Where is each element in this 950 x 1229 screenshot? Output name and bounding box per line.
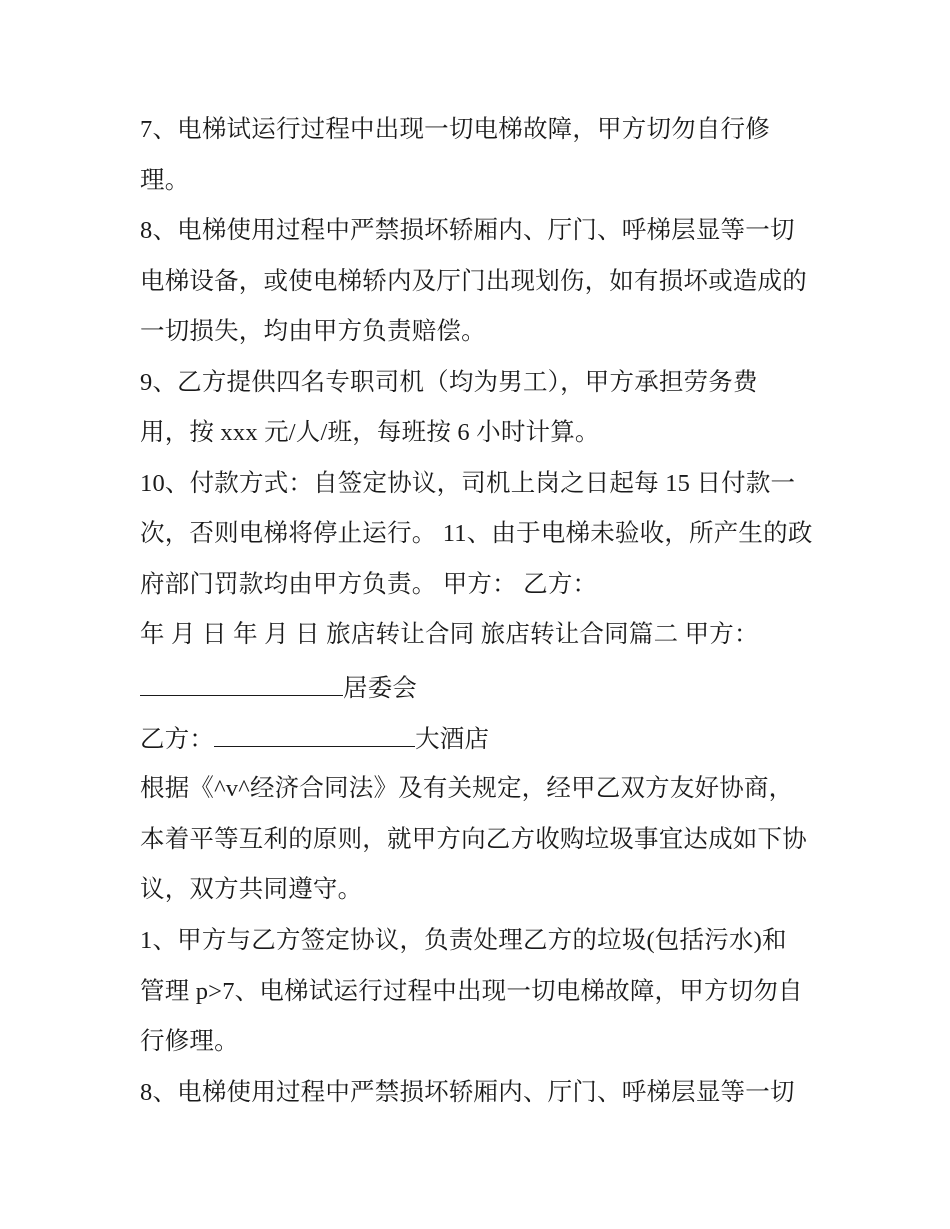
text-line: 管理 p>7、电梯试运行过程中出现一切电梯故障，甲方切勿自 xyxy=(140,978,803,1005)
text-line: 用，按 xxx 元/人/班，每班按 6 小时计算。 xyxy=(140,419,600,446)
text-line: 8、电梯使用过程中严禁损坏轿厢内、厅门、呼梯层显等一切 xyxy=(140,217,795,244)
party-b-prefix: 乙方： xyxy=(140,726,215,753)
text-line: 次，否则电梯将停止运行。 11、由于电梯未验收，所产生的政 xyxy=(140,520,813,547)
text-line: 8、电梯使用过程中严禁损坏轿厢内、厅门、呼梯层显等一切 xyxy=(140,1079,795,1106)
text-line: 年 月 日 年 月 日 旅店转让合同 旅店转让合同篇二 甲方： xyxy=(140,621,759,648)
text-line: 一切损失，均由甲方负责赔偿。 xyxy=(140,318,486,345)
party-b-blank xyxy=(214,724,415,747)
text-line: 行修理。 xyxy=(140,1028,239,1055)
party-a-suffix: 居委会 xyxy=(343,675,418,702)
text-line: 议，双方共同遵守。 xyxy=(140,876,363,903)
text-line: 根据《^v^经济合同法》及有关规定，经甲乙双方友好协商， xyxy=(140,775,794,802)
party-a-line xyxy=(140,673,417,704)
text-line: 理。 xyxy=(140,167,190,194)
party-b-line xyxy=(140,724,489,755)
party-b-suffix: 大酒店 xyxy=(415,726,490,753)
text-line: 本着平等互利的原则，就甲方向乙方收购垃圾事宜达成如下协 xyxy=(140,826,807,853)
text-line: 9、乙方提供四名专职司机（均为男工），甲方承担劳务费 xyxy=(140,369,758,396)
text-line: 7、电梯试运行过程中出现一切电梯故障，甲方切勿自行修 xyxy=(140,116,770,143)
text-line: 1、甲方与乙方签定协议，负责处理乙方的垃圾(包括污水)和 xyxy=(140,927,787,954)
text-line: 电梯设备，或使电梯轿内及厅门出现划伤，如有损坏或造成的 xyxy=(140,268,807,295)
party-a-blank xyxy=(140,673,343,696)
text-line: 府部门罚款均由甲方负责。 甲方： 乙方： xyxy=(140,571,598,598)
text-line: 10、付款方式：自签定协议，司机上岗之日起每 15 日付款一 xyxy=(140,470,796,497)
